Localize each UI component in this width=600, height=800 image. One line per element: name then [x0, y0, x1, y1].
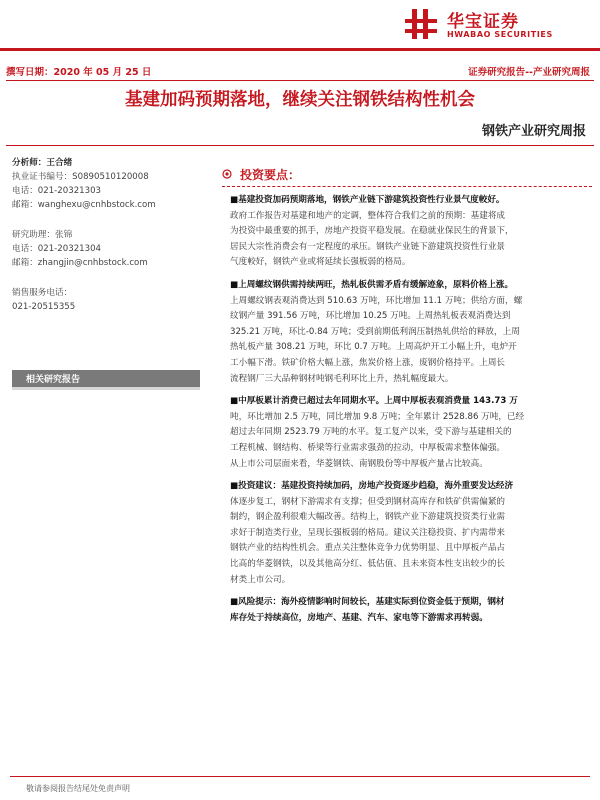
- sales-label: 销售服务电话：: [12, 288, 73, 298]
- bullet-line: 为投资中最重要的抓手，房地产投资平稳发展。在稳就业保民生的背景下，: [230, 226, 514, 237]
- assistant-phone: 电话：021-20321304: [12, 244, 102, 254]
- footer-disclaimer: 敬请参阅报告结尾处免责声明: [26, 784, 130, 793]
- bullet-line: 工程机械、钢结构、桥梁等行业需求强劲的拉动，中厚板需求整体偏强。: [230, 442, 506, 453]
- bullet-line: 从上市公司层面来看，华菱钢铁、南钢股份等中厚板产量占比较高。: [230, 458, 488, 469]
- bullet-line: 居民大宗性消费会有一定程度的承压。钢铁产业链下游建筑投资性行业景: [230, 241, 506, 252]
- bullet-line: 上周螺纹钢表观消费达到 510.63 万吨，环比增加 11.1 万吨；供给方面，螺: [230, 295, 523, 306]
- related-reports-header: [12, 370, 200, 387]
- bullet-line: ■基建投资加码预期落地，钢铁产业链下游建筑投资性行业景气度較好。: [230, 195, 505, 205]
- header-red-bar: [0, 48, 600, 51]
- related-reports-label: 相关研究报告: [26, 375, 81, 385]
- bullet-line: 比高的华菱钢铁，以及其他高分红、低估值、且未来资本性支出较少的长: [230, 559, 506, 570]
- header-divider: [6, 80, 594, 81]
- summary-heading: 投资要点：: [240, 168, 301, 182]
- analyst-email[interactable]: 邮箱：wanghexu@cnhbstock.com: [12, 200, 156, 210]
- footer-divider: [10, 776, 590, 777]
- bullet-line: 气度較好，钢铁产业或将延续长强板弱的格局。: [230, 257, 411, 268]
- bullet-infrastructure: [230, 193, 578, 271]
- bullet-line: 库存处于持续高位，房地产、基建、汽车、家电等下游需求再转弱。: [230, 612, 488, 623]
- report-date: 撰写日期：2020 年 05 月 25 日: [6, 67, 152, 78]
- company-logo: [403, 6, 593, 42]
- bullet-line: 流程钢厂三大品种钢材吨钢毛利环比上升，热轧幅度最大。: [230, 373, 454, 384]
- related-reports-shadow: [12, 387, 200, 390]
- bullet-line: 制约，钢企盈利很难大幅改善。结构上，钢铁产业下游建筑投资类行业需: [230, 512, 506, 523]
- bullet-investment-advice: [230, 479, 578, 588]
- analyst-sidebar: [12, 156, 202, 314]
- bullet-line: 钢铁产业的结构性机会。重点关注整体竞争力优势明显、且中厚板产品占: [230, 543, 506, 554]
- bullet-line: 纹钢产量 391.56 万吨，环比增加 10.25 万吨。上周热轧板表观消费达到: [230, 311, 511, 322]
- bullet-line: 325.21 万吨，环比-0.84 万吨；受到前期低利润压制热轧供给的释放，上周: [230, 326, 520, 337]
- bullet-line: 体逐步复工，钢材下游需求有支撑；但受到钢材高库存和铁矿供需偏紧的: [230, 496, 506, 507]
- bullet-supply-demand: [230, 278, 578, 387]
- bullet-line: 材类上市公司。: [230, 574, 291, 585]
- bullet-line: ■上周螺纹钢供需持续两旺，热轧板供需矛盾有缓解迹象，原料价格上涨。: [230, 279, 514, 290]
- sales-phone: 021-20515355: [12, 302, 76, 312]
- title-divider: [6, 145, 594, 146]
- analyst-phone: 电话：021-20321303: [12, 186, 102, 196]
- bullet-line: ■投资建议：基建投资持续加码，房地产投资逐步趋稳，海外重要发达经济: [230, 481, 514, 492]
- bullet-line: 求好于制造类行业，呈现长强板弱的格局。建议关注稳投资、扩内需带来: [230, 527, 506, 538]
- hwabao-logo-icon: [403, 7, 439, 41]
- logo-text-cn: 华宝证券: [447, 12, 519, 32]
- logo-text-en: HWABAO SECURITIES: [447, 30, 553, 39]
- summary-bullets: [230, 193, 578, 633]
- report-subtitle: 钢铁产业研究周报: [481, 124, 586, 139]
- bullet-line: 吨，环比增加 2.5 万吨，同比增加 9.8 万吨；全年累计 2528.86 万吨，已经: [230, 411, 525, 422]
- summary-divider: [222, 186, 592, 187]
- bullet-line: 政府工作报告对基建和地产的定调，整体符合我们之前的预期：基建将成: [230, 210, 506, 221]
- bullet-line: 工小幅下滑。铁矿价格大幅上涨，焦炭价格上涨，废钢价格持平。上周长: [230, 357, 506, 368]
- bullet-medium-plate: [230, 394, 578, 472]
- bullet-risk-warning: [230, 595, 578, 626]
- bullet-line: 热轧板产量 308.21 万吨，环比 0.7 万吨。上周高炉开工小幅上升，电炉开: [230, 342, 517, 353]
- bullet-line: ■风险提示：海外疫情影响时间较长，基建实际到位资金低于预期，钢材: [230, 597, 505, 608]
- target-bullet-icon: [222, 169, 232, 179]
- investment-summary-header: [222, 166, 592, 184]
- analyst-name: 分析师：王合绪: [12, 158, 73, 168]
- bullet-line: ■中厚板累计消费已超过去年同期水平。上周中厚板表观消费量 143.73 万: [230, 396, 518, 407]
- bullet-line: 超过去年同期 2523.79 万吨的水平。复工复产以来，受下游与基建相关的: [230, 427, 512, 438]
- report-type-label: 证券研究报告--产业研究周报: [468, 67, 590, 78]
- analyst-license: 执业证书编号：S0890510120008: [12, 172, 149, 182]
- assistant-name: 研究助理：张锦: [12, 230, 73, 240]
- report-title: 基建加码预期落地，继续关注钢铁结构性机会: [125, 90, 475, 110]
- assistant-email[interactable]: 邮箱：zhangjin@cnhbstock.com: [12, 258, 148, 268]
